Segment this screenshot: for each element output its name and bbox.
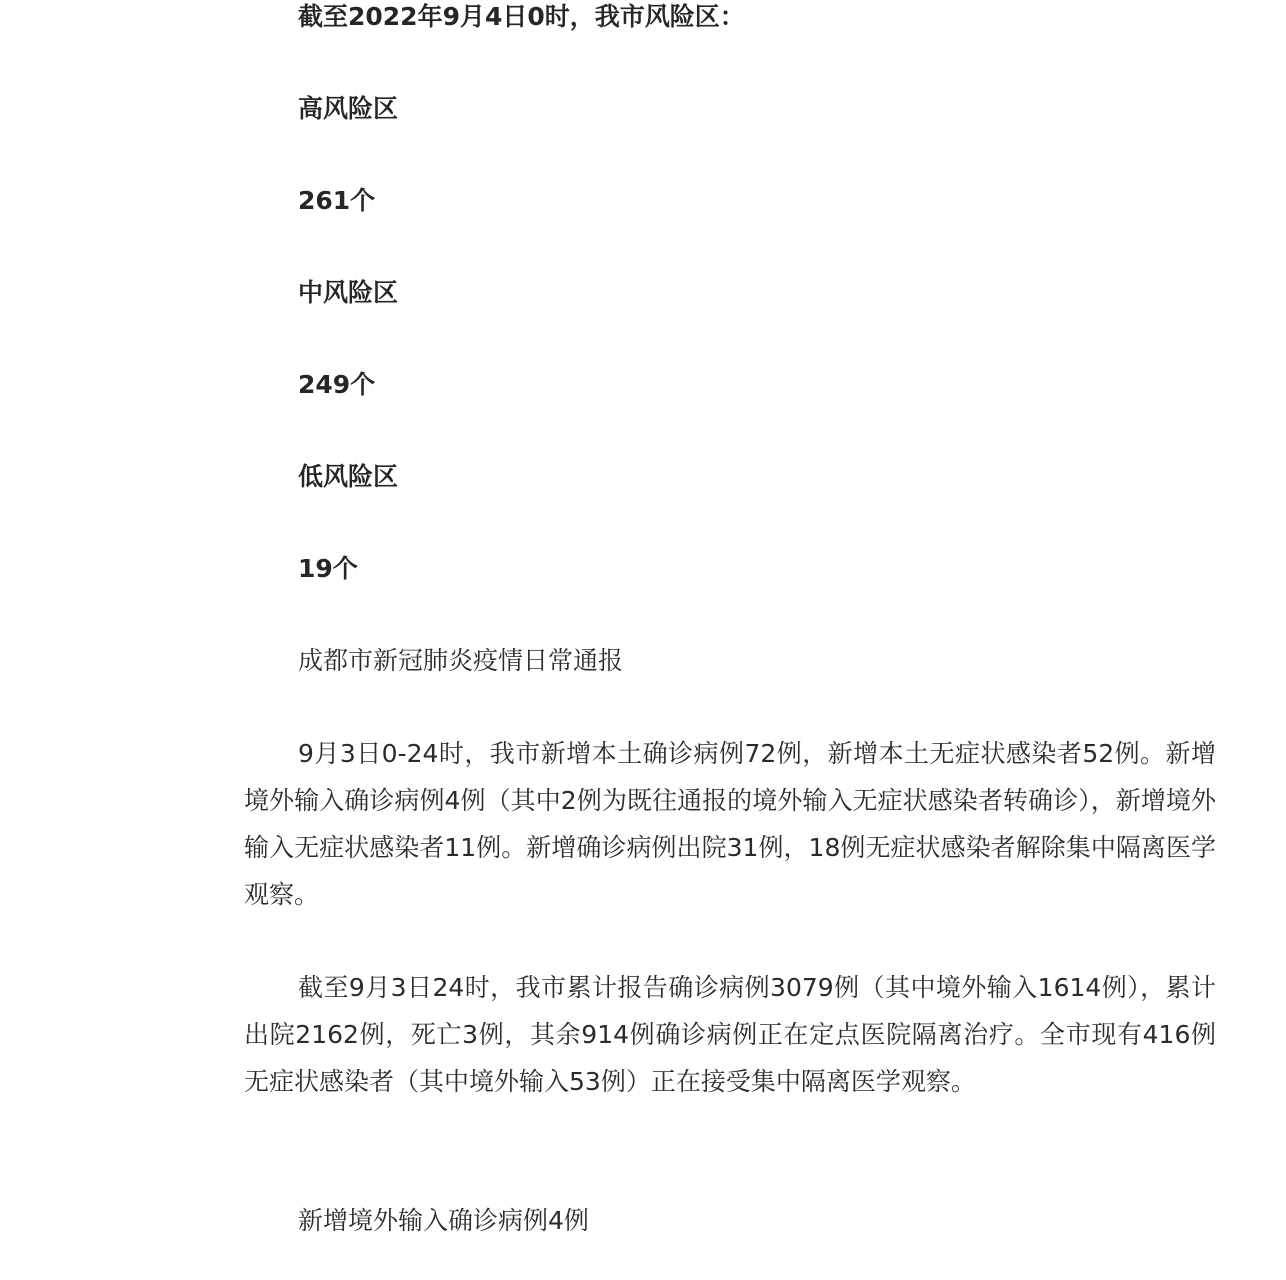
low-risk-label: 低风险区 — [298, 462, 399, 491]
low-risk-count: 19个 — [298, 554, 358, 583]
high-risk-label: 高风险区 — [298, 94, 399, 123]
mid-risk-count: 249个 — [298, 370, 376, 399]
report-paragraph-cumulative: 截至9月3日24时，我市累计报告确诊病例3079例（其中境外输入1614例），累计出院2162例，死亡3例，其余914例确诊病例正在定点医院隔离治疗。全市现有416例无症状感染者（其中境外输入53例）正在接受集中隔离医学观察。 — [244, 973, 1216, 1096]
mid-risk-label: 中风险区 — [298, 278, 399, 307]
high-risk-count: 261个 — [298, 186, 376, 215]
report-paragraph-new-cases: 9月3日0-24时，我市新增本土确诊病例72例，新增本土无症状感染者52例。新增境外输入确诊病例4例（其中2例为既往通报的境外输入无症状感染者转确诊），新增境外输入无症状感染者11例。新增确诊病例出院31例，18例无症状感染者解除集中隔离医学观察。 — [244, 739, 1216, 909]
report-subheading: 新增境外输入确诊病例4例 — [298, 1206, 589, 1235]
risk-heading: 截至2022年9月4日0时，我市风险区： — [298, 2, 745, 31]
report-title: 成都市新冠肺炎疫情日常通报 — [298, 646, 624, 675]
